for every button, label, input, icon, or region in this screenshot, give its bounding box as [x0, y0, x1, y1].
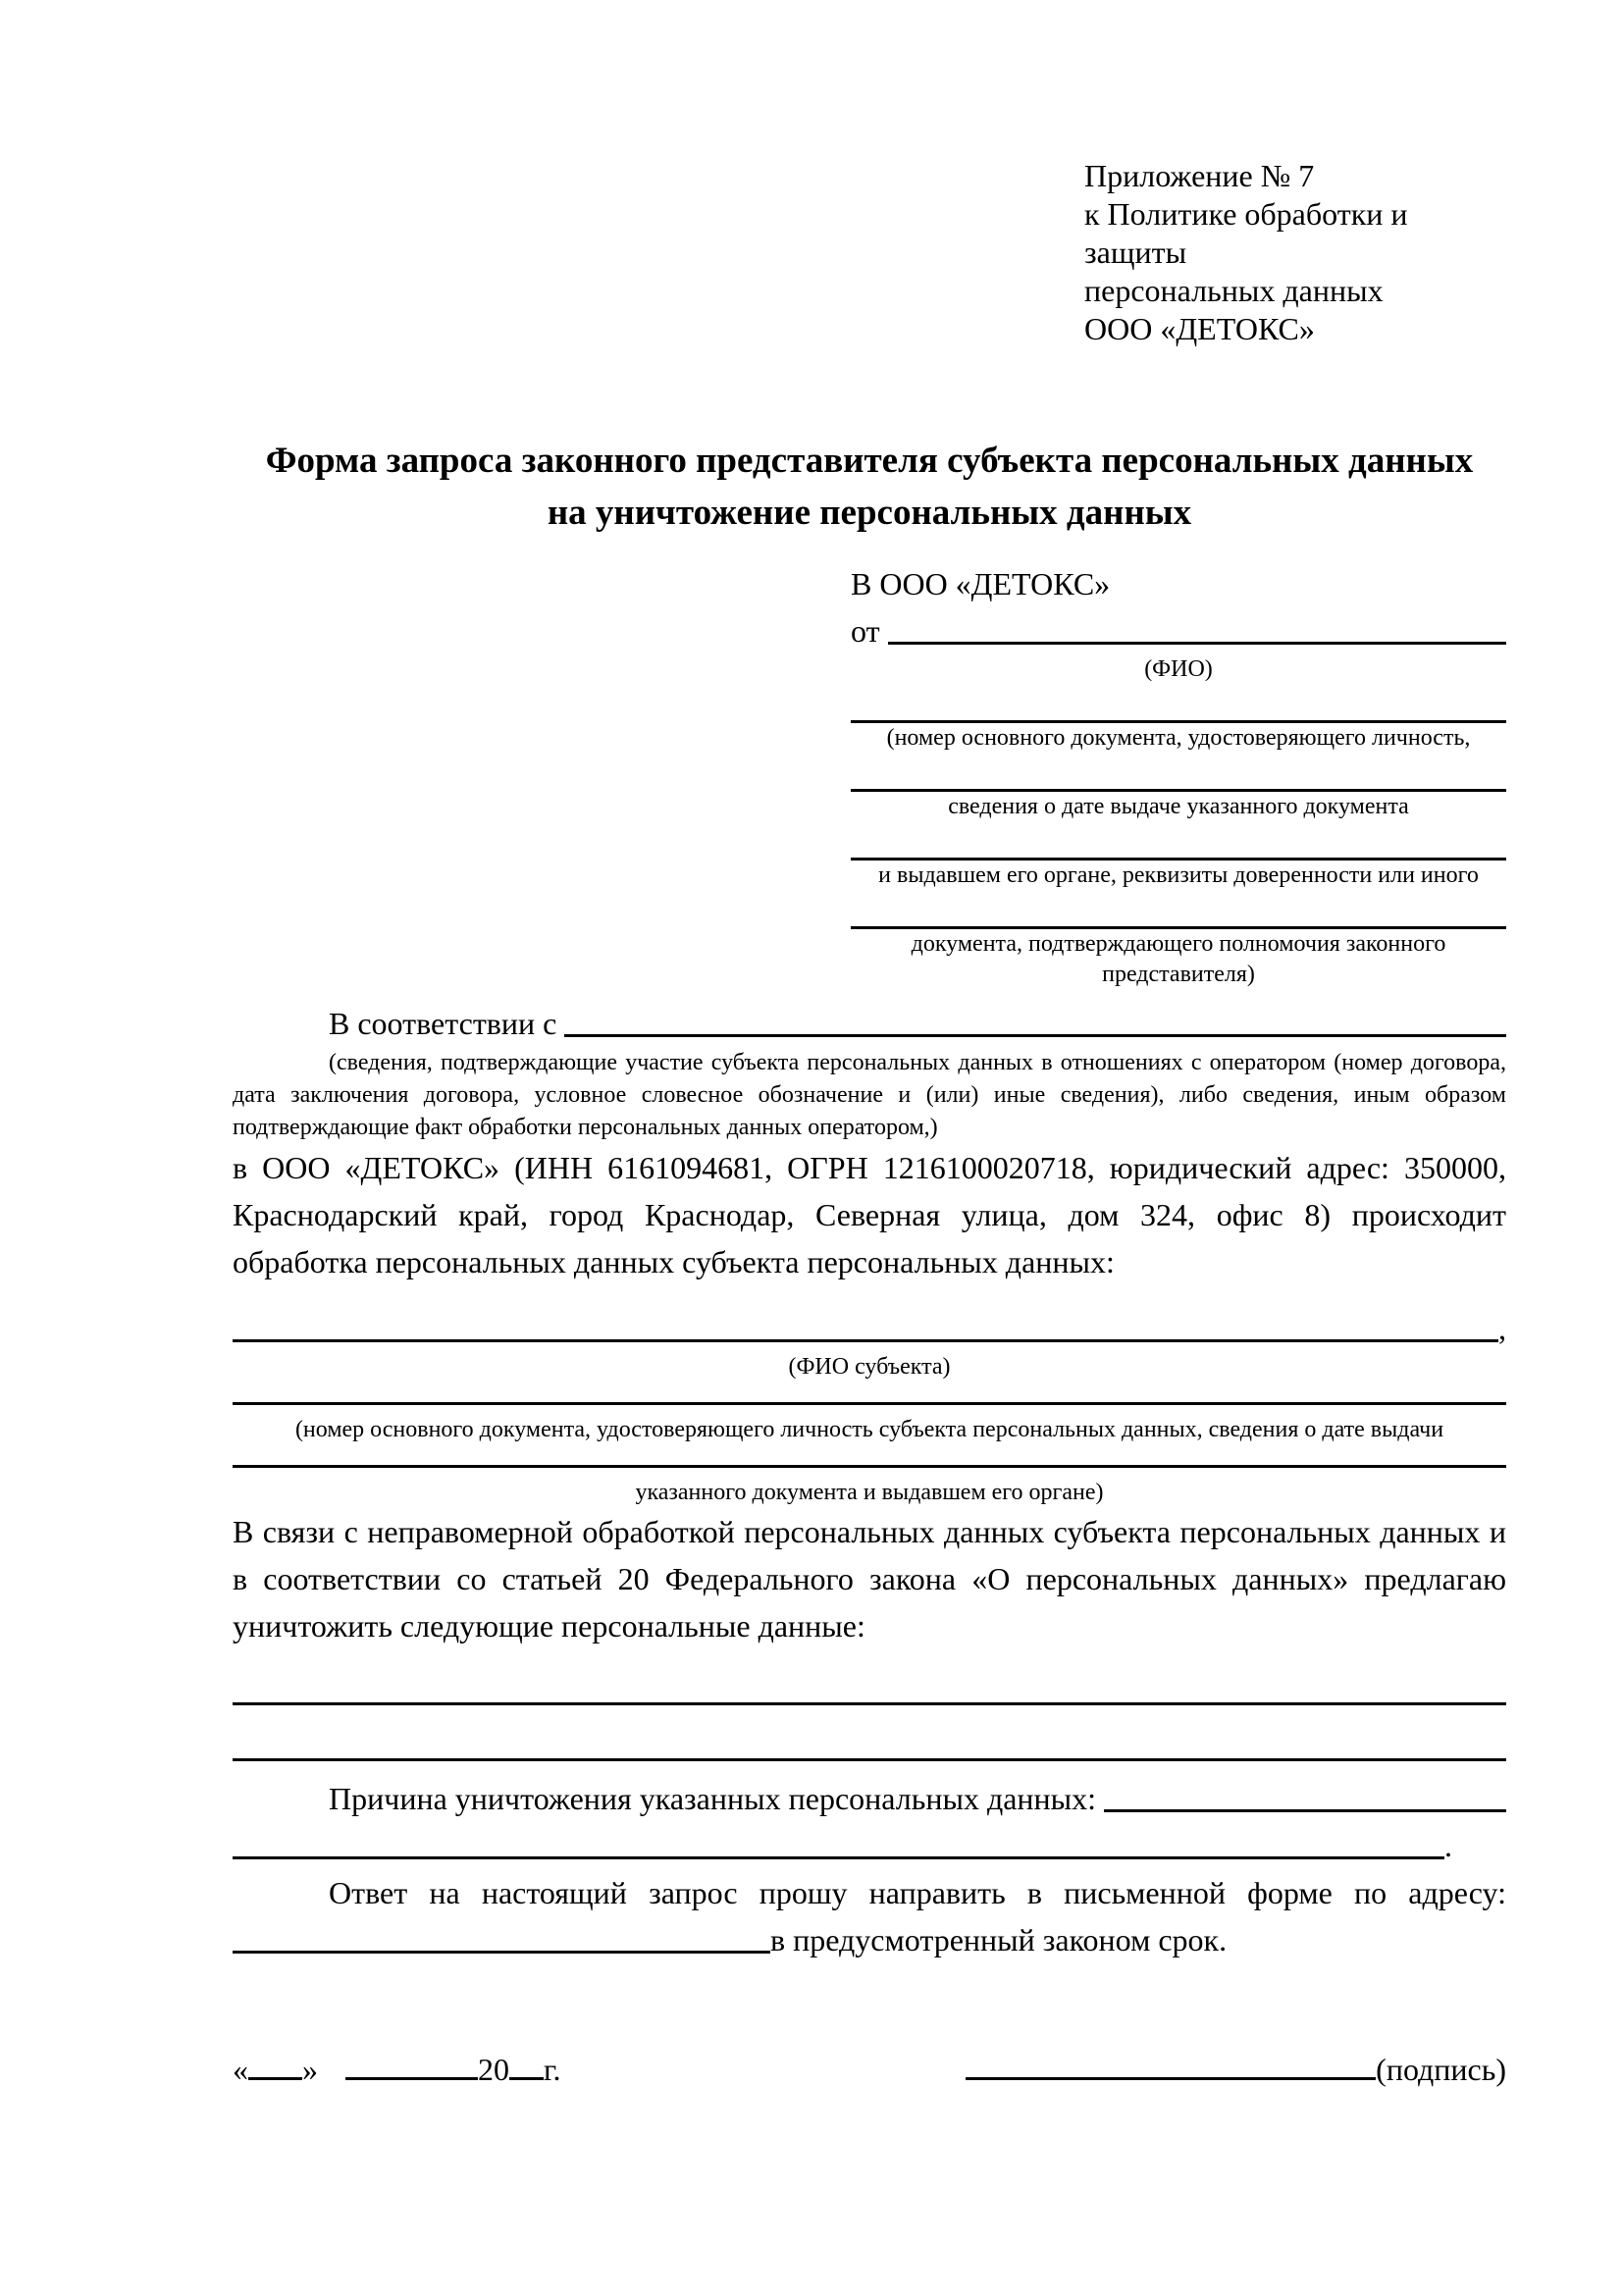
reason-blank-line-2 [233, 1856, 1444, 1859]
subject-doc-row-2 [233, 1465, 1506, 1478]
appendix-note-line-2: к Политике обработки и защиты [1084, 196, 1408, 270]
subject-fio-row [233, 1305, 1506, 1352]
reply-address-blank-line [233, 1951, 770, 1954]
addressee-block [851, 560, 1506, 990]
representative-doc-blank-line-4 [851, 891, 1506, 929]
according-row [233, 1000, 1506, 1047]
reason-continuation-row [233, 1822, 1506, 1869]
representative-doc-caption-2: сведения о дате выдаче указанного документа [948, 794, 1409, 819]
from-blank-line [888, 642, 1506, 645]
reply-address-row [233, 1916, 1506, 1963]
fio-caption: (ФИО) [1144, 656, 1213, 682]
reply-tail: в предусмотренный законом срок. [770, 1922, 1228, 1957]
date-year-prefix: 20 [478, 2052, 509, 2087]
request-paragraph: В связи с неправомерной обработкой персональных данных субъекта персональных данных и в соответствии со статьей 20 Федерального закона «О персональных данных» предлагаю уничтожить следующие персональные данные: [233, 1514, 1506, 1644]
appendix-note [1084, 157, 1506, 348]
subject-fio-comma: , [1498, 1311, 1506, 1346]
subject-doc-blank-line-2 [233, 1465, 1506, 1468]
date-field [233, 2046, 561, 2093]
signature-blank-line [966, 2077, 1376, 2080]
date-month-blank-line [345, 2077, 478, 2080]
according-blank-line [564, 1034, 1506, 1037]
subject-doc-row-1 [233, 1402, 1506, 1415]
data-to-destroy-blank-line-1 [233, 1649, 1506, 1705]
representative-doc-caption-1: (номер основного документа, удостоверяющего личность, [886, 725, 1471, 751]
according-label: В соответствии с [329, 1006, 565, 1041]
appendix-note-line-4: ООО «ДЕТОКС» [1084, 311, 1315, 346]
subject-doc-blank-line-1 [233, 1402, 1506, 1405]
representative-doc-blank-line-1 [851, 685, 1506, 723]
appendix-note-line-3: персональных данных [1084, 273, 1384, 308]
representative-doc-caption-4: документа, подтверждающего полномочия законного представителя) [911, 931, 1446, 987]
representative-doc-blank-line-3 [851, 822, 1506, 861]
date-close-quote: » [302, 2052, 318, 2087]
document-title [233, 435, 1506, 539]
appendix-note-line-1: Приложение № 7 [1084, 158, 1315, 193]
from-row [851, 607, 1506, 654]
reason-period: . [1444, 1828, 1452, 1863]
signature-caption: (подпись) [1376, 2052, 1506, 2087]
document-title-line-2: на уничтожение персональных данных [547, 493, 1192, 533]
representative-doc-blank-line-2 [851, 754, 1506, 792]
date-signature-row [233, 2046, 1506, 2093]
operator-paragraph: в ООО «ДЕТОКС» (ИНН 6161094681, ОГРН 1216100020718, юридический адрес: 350000, Краснодарский край, город Краснодар, Северная улица, дом 324, офис 8) происходит обработка персональных данных субъекта персональных данных: [233, 1150, 1506, 1279]
reason-row [233, 1775, 1506, 1822]
reason-label: Причина уничтожения указанных персональных данных: [329, 1781, 1105, 1816]
date-day-blank-line [248, 2077, 302, 2080]
reason-blank-line [1104, 1809, 1506, 1812]
representative-doc-caption-3: и выдавшем его органе, реквизиты доверенности или иного [878, 862, 1479, 888]
from-label: от [851, 613, 888, 649]
data-to-destroy-blank-line-2 [233, 1705, 1506, 1761]
reply-paragraph: Ответ на настоящий запрос прошу направить в письменной форме по адресу: [329, 1875, 1506, 1910]
signature-field [966, 2046, 1506, 2093]
date-year-suffix: г. [544, 2052, 561, 2087]
subject-doc-caption-2: указанного документа и выдавшем его органе) [635, 1480, 1104, 1505]
date-open-quote: « [233, 2052, 248, 2087]
subject-doc-caption-1: (номер основного документа, удостоверяющего личность субъекта персональных данных, сведения о дате выдачи [294, 1417, 1444, 1442]
according-note: (сведения, подтверждающие участие субъекта персональных данных в отношениях с оператором (номер договора, дата заключения договора, условное словесное обозначение и (или) иные сведения), либо сведения, иным образом подтверждающие факт обработки персональных данных оператором,) [233, 1050, 1506, 1140]
subject-fio-caption: (ФИО субъекта) [788, 1354, 951, 1380]
date-year-blank-line [509, 2077, 544, 2080]
addressee-to: В ООО «ДЕТОКС» [851, 566, 1111, 601]
document-title-line-1: Форма запроса законного представителя субъекта персональных данных [265, 441, 1474, 481]
subject-fio-blank-line [233, 1339, 1498, 1342]
